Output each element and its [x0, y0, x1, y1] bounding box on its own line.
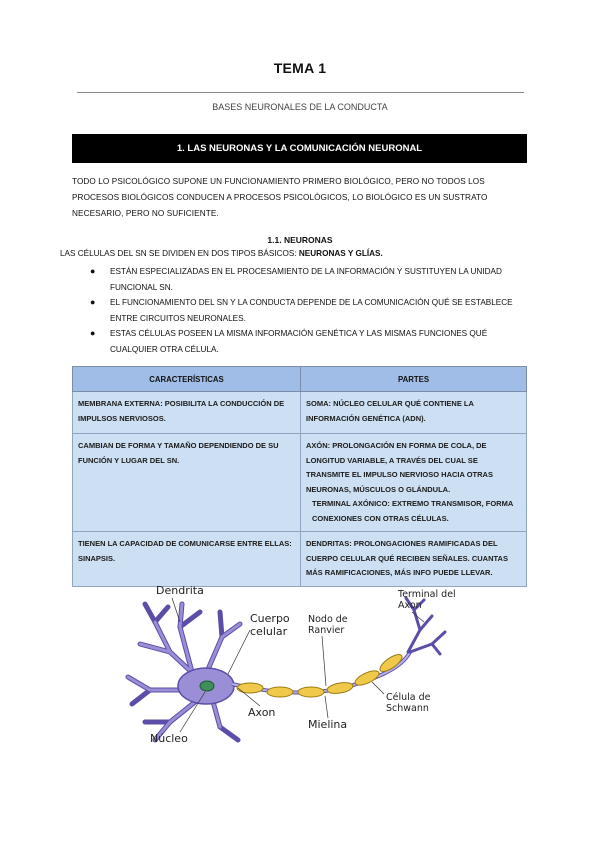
label-nodo-1: Nodo de	[308, 614, 348, 625]
table-row	[73, 434, 527, 532]
table-cell: CAMBIAN DE FORMA Y TAMAÑO DEPENDIENDO DE SU FUNCIÓN Y LUGAR DEL SN.	[73, 434, 301, 532]
table-cell	[301, 434, 527, 532]
list-item	[90, 264, 520, 295]
subsection-heading: 1.1. NEURONAS	[267, 235, 333, 245]
table-row	[73, 532, 527, 587]
label-celula-1: Célula de	[386, 692, 431, 703]
label-axon: Axon	[248, 706, 276, 719]
neuron-table	[72, 366, 527, 587]
bullet-icon: ●	[90, 266, 96, 276]
axon-text: AXÓN: PROLONGACIÓN EN FORMA DE COLA, DE LONGITUD VARIABLE, A TRAVÉS DEL CUAL SE TRANSMITE EL IMPULSO NERVIOSO HACIA OTRAS NEURONAS, MÚSCULOS O GLÁNDULA.	[306, 441, 493, 494]
bullet-text: EL FUNCIONAMIENTO DEL SN Y LA CONDUCTA DEPENDE DE LA COMUNICACIÓN QUÉ SE ESTABLECE ENTRE CIRCUITOS NEURONALES.	[110, 298, 513, 323]
myelin-segments	[237, 651, 405, 697]
intro-paragraph: TODO LO PSICOLÓGICO SUPONE UN FUNCIONAMIENTO PRIMERO BIOLÓGICO, PERO NO TODOS LOS PROCESOS BIOLÓGICOS CONDUCEN A PROCESOS PSICOLÓGICOS, LO BIOLÓGICO ES UN SUSTRATO NECESARIO, PERO NO SUFICIENTE.	[72, 177, 488, 218]
bullet-icon: ●	[90, 297, 96, 307]
title-divider	[77, 92, 524, 93]
label-celula-2: Schwann	[386, 703, 429, 714]
table-row	[73, 392, 527, 434]
label-terminal-1: Terminal del	[398, 589, 456, 600]
label-nodo-2: Ranvier	[308, 625, 345, 636]
label-mielina: Mielina	[308, 718, 348, 731]
table-header-row	[73, 367, 527, 392]
label-cuerpo-2: celular	[250, 625, 288, 638]
section-heading: 1. LAS NEURONAS Y LA COMUNICACIÓN NEURONAL	[176, 143, 423, 154]
lead-bold: NEURONAS Y GLÍAS.	[298, 249, 383, 258]
label-dendrita: Dendrita	[156, 584, 204, 597]
header-caracteristicas: CARACTERÍSTICAS	[73, 367, 301, 392]
label-terminal-2: Axon	[398, 600, 422, 611]
bullet-list	[90, 264, 520, 357]
lead-sentence	[60, 249, 383, 258]
label-cuerpo-1: Cuerpo	[250, 612, 290, 625]
bullet-text: ESTÁN ESPECIALIZADAS EN EL PROCESAMIENTO DE LA INFORMACIÓN Y SUSTITUYEN LA UNIDAD FUNCIONAL SN.	[110, 267, 502, 292]
terminal-text: TERMINAL AXÓNICO: EXTREMO TRANSMISOR, FORMA CONEXIONES CON OTRAS CÉLULAS.	[312, 499, 513, 523]
section-heading-bar	[72, 134, 527, 163]
label-nucleo: Núcleo	[150, 732, 188, 745]
table-cell: MEMBRANA EXTERNA: POSIBILITA LA CONDUCCIÓN DE IMPULSOS NERVIOSOS.	[73, 392, 301, 434]
list-item	[90, 326, 520, 357]
document-title: TEMA 1	[273, 60, 327, 76]
list-item	[90, 295, 520, 326]
table-cell: TIENEN LA CAPACIDAD DE COMUNICARSE ENTRE ELLAS: SINAPSIS.	[73, 532, 301, 587]
bullet-icon: ●	[90, 328, 96, 338]
header-partes: PARTES	[301, 367, 527, 392]
bullet-text: ESTAS CÉLULAS POSEEN LA MISMA INFORMACIÓN GENÉTICA Y LAS MISMAS FUNCIONES QUÉ CUALQUIER OTRA CÉLULA.	[110, 329, 488, 354]
nucleus	[200, 681, 214, 691]
neuron-diagram	[110, 582, 490, 752]
lead-text: LAS CÉLULAS DEL SN SE DIVIDEN EN DOS TIPOS BÁSICOS:	[60, 249, 299, 258]
table-cell: SOMA: NÚCLEO CELULAR QUÉ CONTIENE LA INFORMACIÓN GENÉTICA (ADN).	[301, 392, 527, 434]
document-subtitle: BASES NEURONALES DE LA CONDUCTA	[212, 102, 388, 112]
table-cell: DENDRITAS: PROLONGACIONES RAMIFICADAS DEL CUERPO CELULAR QUÉ RECIBEN SEÑALES. CUANTAS MÁS RAMIFICACIONES, MÁS INFO PUEDE LLEVAR.	[301, 532, 527, 587]
